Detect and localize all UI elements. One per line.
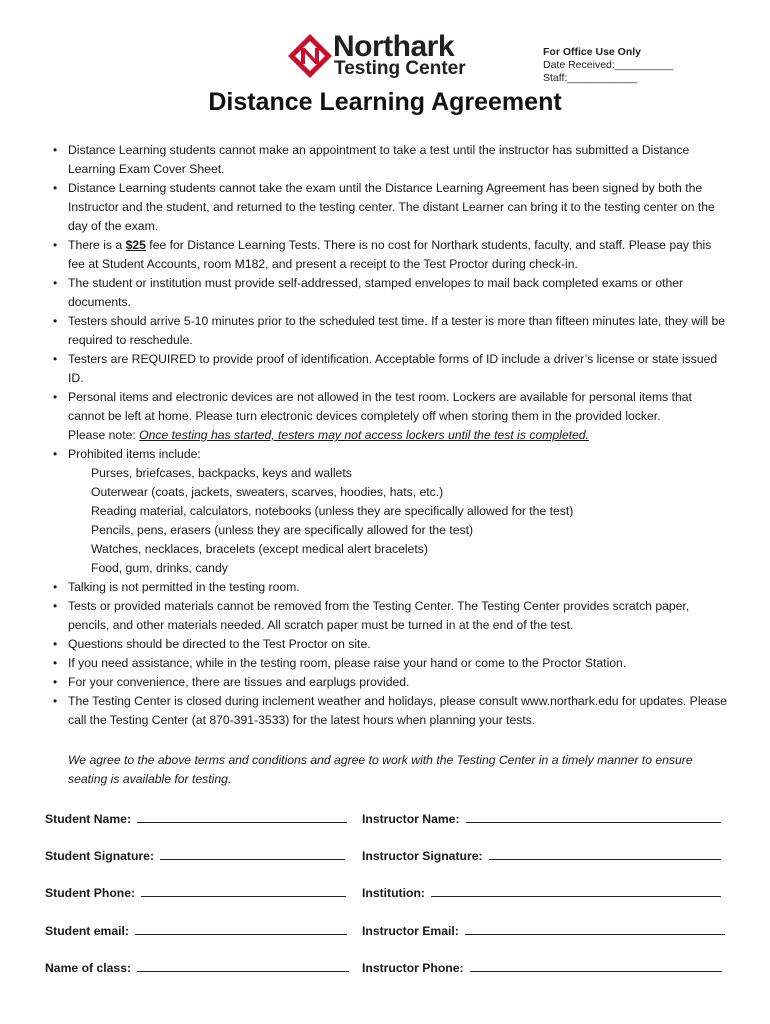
instructor-phone-line[interactable]: [470, 959, 722, 972]
office-use-box: [543, 46, 673, 85]
note-label: Please note:: [68, 428, 140, 442]
institution-field[interactable]: [362, 884, 721, 900]
student-signature-line[interactable]: [160, 847, 345, 860]
logo-name: Northark: [333, 30, 455, 63]
list-item: • Distance Learning students cannot take the exam until the Distance Learning Agreement has been signed by both the Instructor and the student, and returned to the testing center. The distant Learner can bring it to the testing center on the day of the exam.: [50, 179, 730, 236]
list-item: • Tests or provided materials cannot be removed from the Testing Center. The Testing Center provides scratch paper, pencils, and other materials needed. All scratch paper must be turned in at the end of the test.: [50, 597, 730, 635]
locker-note: Once testing has started, testers may not access lockers until the test is completed.: [139, 428, 589, 442]
student-email-line[interactable]: [135, 922, 347, 935]
instructor-signature-field[interactable]: [362, 847, 721, 863]
prohibited-item: Purses, briefcases, backpacks, keys and wallets: [91, 466, 352, 480]
staff-field: Staff:____________: [543, 72, 638, 84]
list-item: [50, 236, 730, 274]
logo-subtitle: Testing Center: [334, 58, 466, 79]
list-item: • Distance Learning students cannot make an appointment to take a test until the instructor has submitted a Distance Learning Exam Cover Sheet.: [50, 141, 730, 179]
prohibited-item: Pencils, pens, erasers (unless they are specifically allowed for the test): [91, 523, 474, 537]
institution-label: Institution:: [362, 886, 425, 900]
instructor-phone-field[interactable]: [362, 959, 722, 975]
list-item: [50, 445, 730, 578]
list-item: • For your convenience, there are tissues and earplugs provided.: [50, 673, 730, 692]
list-item: • Testers are REQUIRED to provide proof of identification. Acceptable forms of ID include a driver’s license or state issued ID.: [50, 350, 730, 388]
fee-text-post: fee for Distance Learning Tests. There is no cost for Northark students, faculty, and staff. Please pay this fee at Student Accounts, room M182, and present a receipt to the Test Proctor during check-in.: [68, 238, 712, 271]
list-item: • Questions should be directed to the Test Proctor on site.: [50, 635, 730, 654]
fee-amount: $25: [125, 238, 146, 252]
student-phone-label: Student Phone:: [45, 886, 136, 900]
office-use-heading: For Office Use Only: [543, 46, 642, 58]
agreement-statement: We agree to the above terms and conditions and agree to work with the Testing Center in a timely manner to ensure seating is available for testing.: [68, 753, 693, 786]
student-name-line[interactable]: [137, 810, 347, 823]
list-item: • Testers should arrive 5-10 minutes prior to the scheduled test time. If a tester is more than fifteen minutes late, they will be required to reschedule.: [50, 312, 730, 350]
instructor-email-line[interactable]: [465, 922, 725, 935]
student-email-label: Student email:: [45, 924, 129, 938]
list-item: • Talking is not permitted in the testing room.: [50, 578, 730, 597]
institution-line[interactable]: [431, 884, 721, 897]
instructor-phone-label: Instructor Phone:: [362, 961, 464, 975]
prohibited-item: Reading material, calculators, notebooks (unless they are specifically allowed for the test): [91, 504, 574, 518]
student-name-label: Student Name:: [45, 812, 131, 826]
student-name-field[interactable]: [45, 810, 347, 826]
class-name-line[interactable]: [137, 959, 349, 972]
prohibited-heading: Prohibited items include:: [68, 447, 201, 461]
rules-list: [50, 141, 730, 730]
prohibited-item: Outerwear (coats, jackets, sweaters, scarves, hoodies, hats, etc.): [91, 485, 444, 499]
student-signature-label: Student Signature:: [45, 849, 155, 863]
prohibited-item: Watches, necklaces, bracelets (except medical alert bracelets): [91, 542, 428, 556]
personal-items-text: Personal items and electronic devices are not allowed in the test room. Lockers are available for personal items that cannot be left at home. Please turn electronic devices completely off when storing them in the provided locker.: [68, 390, 692, 423]
northark-logo: [287, 30, 487, 81]
instructor-email-label: Instructor Email:: [362, 924, 459, 938]
instructor-signature-line[interactable]: [489, 847, 721, 860]
list-item: • If you need assistance, while in the testing room, please raise your hand or come to the Proctor Station.: [50, 654, 730, 673]
student-phone-field[interactable]: [45, 884, 346, 900]
fee-text-pre: There is a: [68, 238, 126, 252]
instructor-name-field[interactable]: [362, 810, 721, 826]
instructor-name-label: Instructor Name:: [362, 812, 460, 826]
student-phone-line[interactable]: [141, 884, 346, 897]
student-signature-field[interactable]: [45, 847, 345, 863]
student-email-field[interactable]: [45, 922, 347, 938]
page-title: Distance Learning Agreement: [208, 88, 562, 116]
instructor-name-line[interactable]: [466, 810, 721, 823]
instructor-signature-label: Instructor Signature:: [362, 849, 483, 863]
instructor-email-field[interactable]: [362, 922, 725, 938]
class-name-field[interactable]: [45, 959, 349, 975]
date-received-field: Date Received:__________: [543, 59, 674, 71]
list-item: • The Testing Center is closed during inclement weather and holidays, please consult www.northark.edu for updates. Please call the Testing Center (at 870-391-3533) for the latest hours when planning your tests.: [50, 692, 730, 730]
prohibited-items-list: [68, 464, 730, 578]
list-item: • The student or institution must provide self-addressed, stamped envelopes to mail back completed exams or other documents.: [50, 274, 730, 312]
northark-n-emblem-icon: [287, 33, 333, 79]
list-item: [50, 388, 730, 445]
class-name-label: Name of class:: [45, 961, 132, 975]
prohibited-item: Food, gum, drinks, candy: [91, 561, 228, 575]
